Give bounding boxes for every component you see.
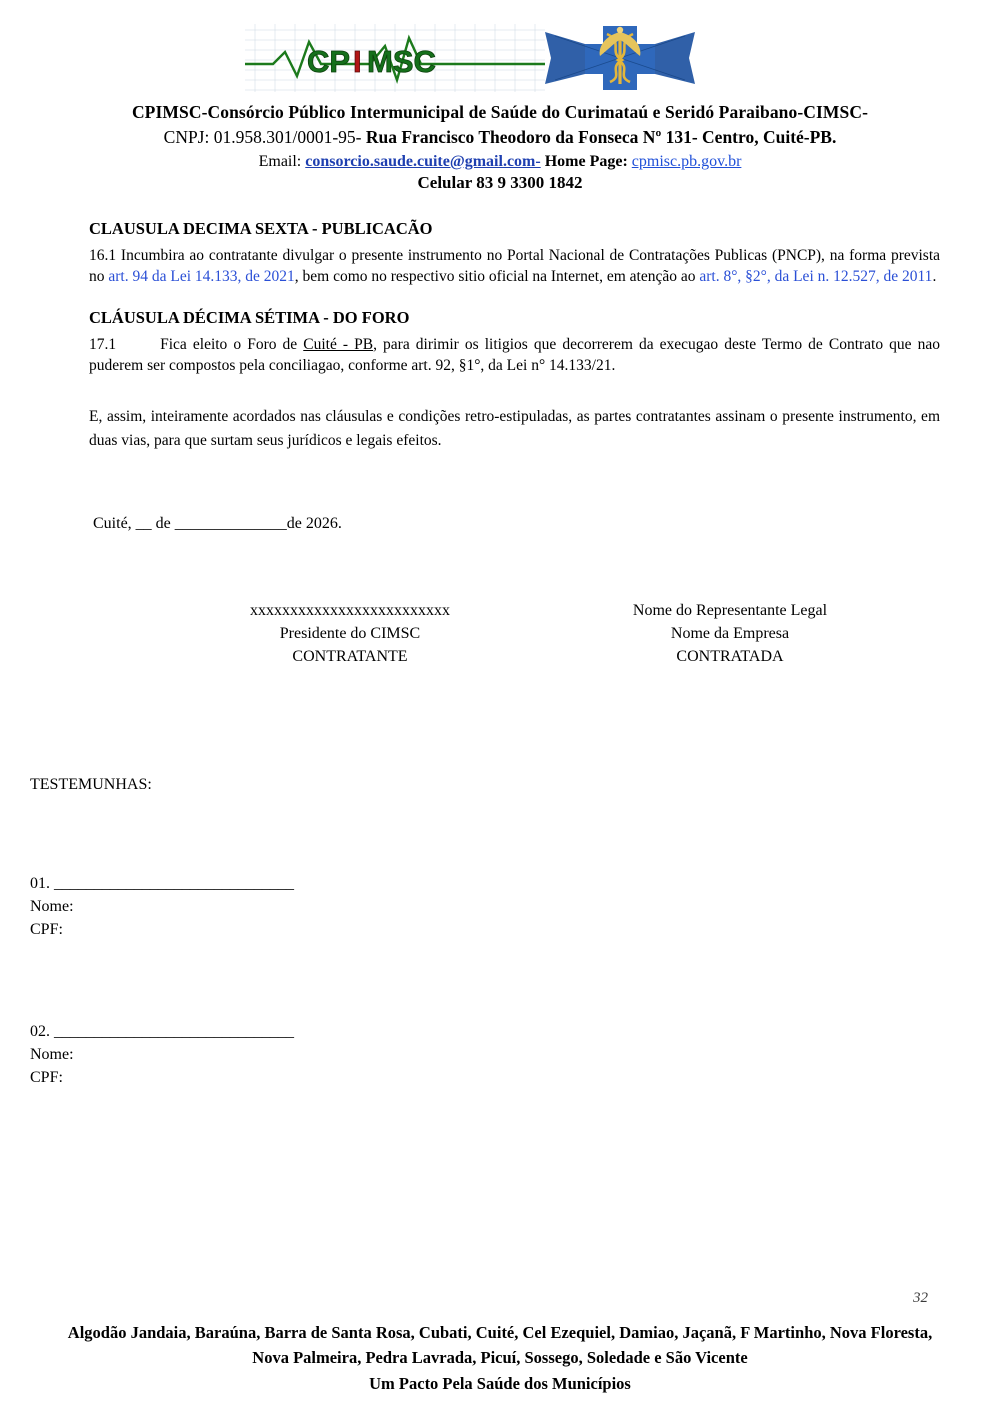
address-text: Rua Francisco Theodoro da Fonseca Nº 131- Centro, Cuité-PB. xyxy=(365,127,837,147)
clause-16-1-text-3: . xyxy=(932,268,937,286)
clause-17-title: CLÁUSULA DÉCIMA SÉTIMA - DO FORO xyxy=(89,307,410,327)
homepage-link[interactable]: cpmisc.pb.gov.br xyxy=(631,153,742,170)
signature-left-role: Presidente do CIMSC xyxy=(279,624,421,642)
signature-left-name: xxxxxxxxxxxxxxxxxxxxxxxxx xyxy=(250,601,450,619)
signature-right-party: CONTRATADA xyxy=(676,647,784,665)
cpimsc-logo xyxy=(245,24,755,92)
clause-17-1-forum: Cuité - PB xyxy=(303,335,374,353)
email-label: Email: xyxy=(258,153,302,170)
clause-16-1-text-1: Incumbira ao contratante divulgar o presente instrumento no Portal Nacional de Contratações Publicas (PNCP), na forma prevista no xyxy=(89,247,941,286)
spacer xyxy=(60,383,940,405)
document-body xyxy=(0,219,1000,1089)
org-name: CPIMSC-Consórcio Público Intermunicipal de Saúde do Curimataú e Seridó Paraibano-CIMSC- xyxy=(131,102,869,122)
date-line: Cuité, __ de ______________de 2026. xyxy=(93,514,342,532)
page-number: 32 xyxy=(913,1290,928,1306)
clause-17-1-number: 17.1 xyxy=(89,335,117,353)
clause-16-1-number: 16.1 xyxy=(89,247,117,264)
cnpj-address-line xyxy=(0,127,1000,148)
clause-17-1-paragraph xyxy=(60,334,940,377)
contact-line xyxy=(0,153,1000,171)
clause-16-1-link-2[interactable]: art. 8°, §2°, da Lei n. 12.527, de 2011 xyxy=(699,268,933,286)
email-link[interactable]: consorcio.saude.cuite@gmail.com- xyxy=(305,153,541,170)
witnesses-title: TESTEMUNHAS: xyxy=(30,776,152,794)
homepage-label: Home Page: xyxy=(544,153,628,170)
signature-contratante xyxy=(205,599,495,669)
document-header xyxy=(0,0,1000,193)
closing-paragraph: E, assim, inteiramente acordados nas cláusulas e condições retro-estipuladas, as partes contratantes assinam o presente instrumento, em duas vias, para que surtam seus jurídicos e legais efeitos. xyxy=(89,407,940,449)
clause-16-1-link-1[interactable]: art. 94 da Lei 14.133, de 2021 xyxy=(108,268,295,286)
clause-16-title: CLAUSULA DECIMA SEXTA - PUBLICACÃO xyxy=(89,219,433,238)
signature-right-name: Nome do Representante Legal xyxy=(632,601,828,619)
witness-entry-1 xyxy=(30,872,940,942)
signature-contratada xyxy=(585,599,875,669)
witness-2-signature-line: 02. ______________________________ xyxy=(30,1022,294,1040)
witness-1-cpf-label: CPF: xyxy=(30,921,63,939)
clause-16-1-text-2: , bem como no respectivo sitio oficial na Internet, em atenção ao xyxy=(294,268,700,286)
document-footer xyxy=(0,1321,1000,1397)
clause-16-1-paragraph xyxy=(60,245,940,288)
witness-1-signature-line: 01. ______________________________ xyxy=(30,875,294,893)
witness-entry-2 xyxy=(30,1020,940,1090)
phone-line: Celular 83 9 3300 1842 xyxy=(417,173,583,192)
logo-container xyxy=(0,22,1000,94)
witness-2-cpf-label: CPF: xyxy=(30,1069,63,1087)
footer-motto: Um Pacto Pela Saúde dos Municípios xyxy=(369,1374,631,1394)
footer-cities: Algodão Jandaia, Baraúna, Barra de Santa Rosa, Cubati, Cuité, Cel Ezequiel, Damiao, Jaçanã, F Martinho, Nova Floresta, Nova Palmeira, Pedra Lavrada, Picuí, Sossego, Soledade e São Vicente xyxy=(67,1322,933,1367)
svg-text:I: I xyxy=(353,44,362,79)
witness-2-name-label: Nome: xyxy=(30,1045,74,1063)
signature-block xyxy=(60,599,940,669)
clause-17-1-text-1: Fica eleito o Foro de xyxy=(160,335,304,353)
signature-left-party: CONTRATANTE xyxy=(292,647,408,665)
cnpj-text: CNPJ: 01.958.301/0001-95- xyxy=(163,127,362,147)
clause-17-1-text-2: , para dirimir os litigios que decorrerem da execugao deste Termo de Contrato que nao puderem ser compostos pela conciliagao, conforme art. 92, §1°, da Lei n° 14.133/21. xyxy=(89,335,941,375)
signature-right-role: Nome da Empresa xyxy=(670,624,790,642)
svg-text:CP: CP xyxy=(307,44,351,79)
svg-text:MSC: MSC xyxy=(367,44,436,79)
witness-1-name-label: Nome: xyxy=(30,898,74,916)
spacer xyxy=(60,294,940,308)
